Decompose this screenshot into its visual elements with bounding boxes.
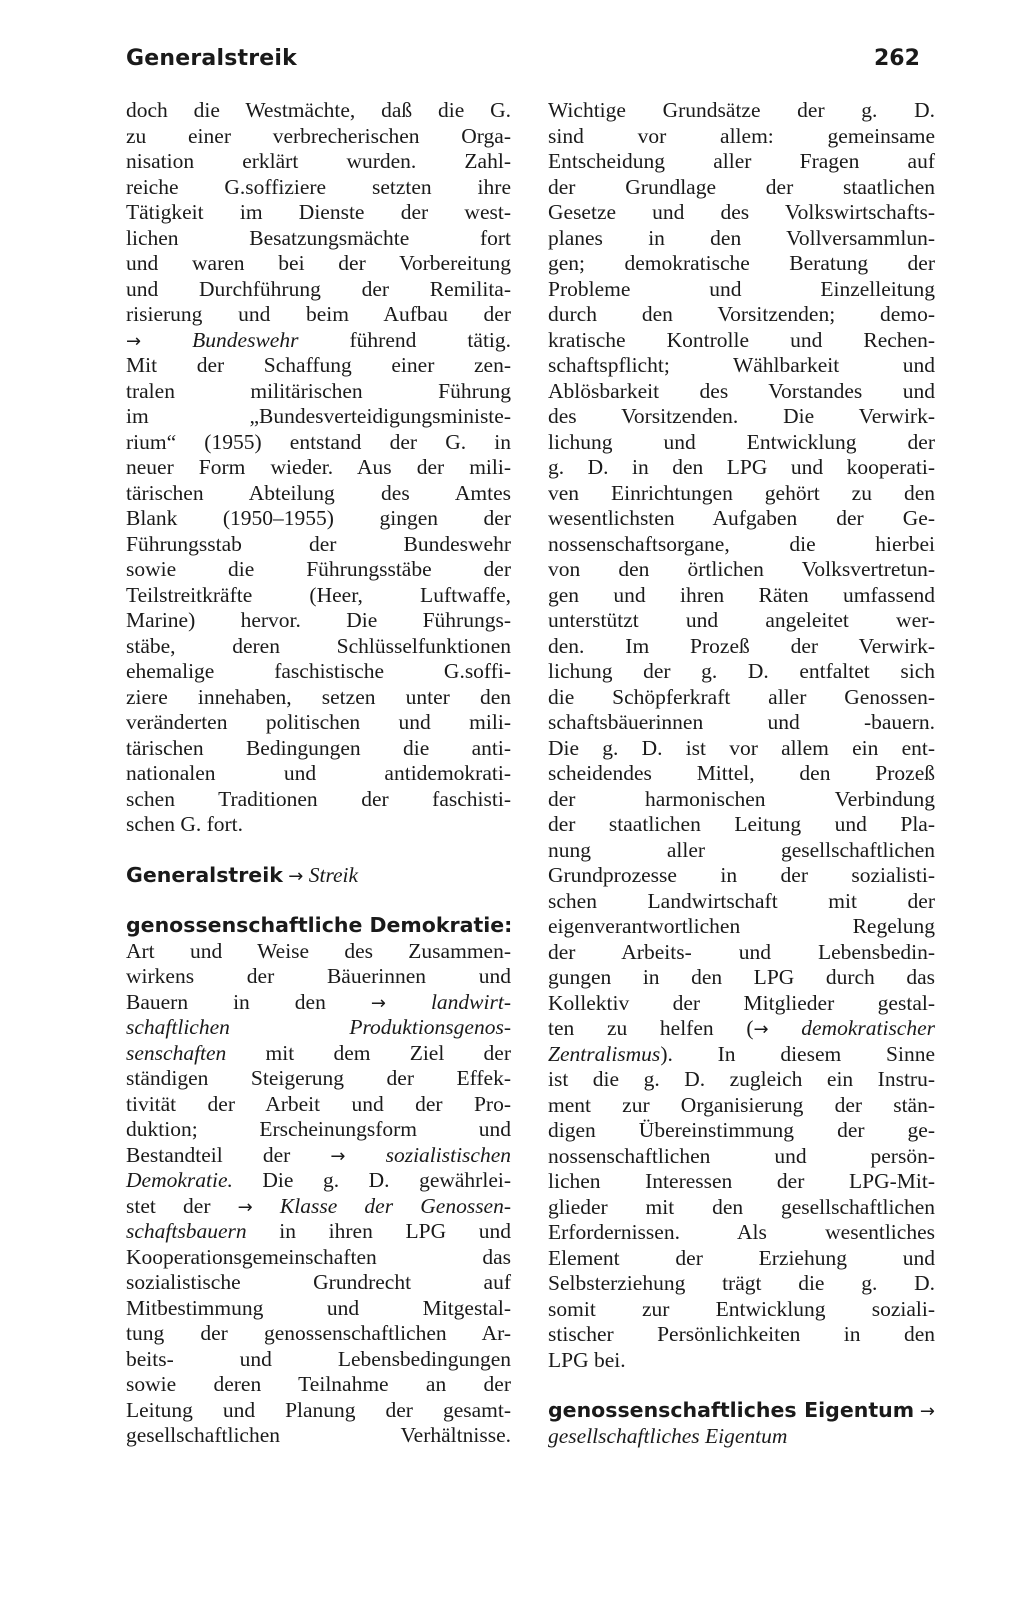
text-line: LPG bei. (548, 1347, 626, 1372)
text-line: scheidendes Mittel, den Prozeß (548, 761, 935, 785)
cross-reference[interactable]: schaftsbauern (126, 1219, 247, 1243)
text-line: Selbsterziehung trägt die g. D. (548, 1271, 935, 1295)
text-line: ist die g. D. zugleich ein Instru- (548, 1067, 935, 1091)
cross-reference[interactable]: schaftlichen Produktionsgenos- (126, 1015, 511, 1039)
text-line: gen; demokratische Beratung der (548, 251, 935, 275)
text-fragment: stet der (126, 1193, 211, 1218)
text-line: der harmonischen Verbindung (548, 786, 935, 811)
running-head: Generalstreik (126, 46, 297, 71)
text-line: planes in den Vollversammlun- (548, 225, 935, 250)
text-line: nationalen und antidemokrati- (126, 761, 511, 785)
text-line: nisation erklärt wurden. Zahl- (126, 149, 511, 173)
text-line: schaftsbäuerinnen und -bauern. (548, 710, 935, 734)
cross-reference[interactable]: sozialistischen (385, 1142, 512, 1167)
text-line-with-reference (548, 1042, 935, 1068)
text-line: sozialistische Grundrecht auf (126, 1270, 511, 1294)
text-fragment: führend tätig. (349, 327, 512, 352)
text-line: tärischen Bedingungen die anti- (126, 735, 511, 760)
headword: genossenschaftliche Demokratie: (126, 913, 513, 937)
text-line: g. D. in den LPG und kooperati- (548, 455, 935, 479)
text-line: nossenschaftsorgane, die hierbei (548, 531, 935, 556)
text-line: Grundprozesse in der sozialisti- (548, 863, 935, 887)
text-line: des Vorsitzenden. Die Verwirk- (548, 404, 935, 428)
text-line: Teilstreitkräfte (Heer, Luftwaffe, (126, 582, 511, 607)
text-line: nossenschaftlichen und persön- (548, 1143, 935, 1168)
text-line: tung der genossenschaftlichen Ar- (126, 1321, 511, 1345)
text-fragment: mit dem Ziel der (265, 1040, 511, 1065)
cross-reference[interactable]: demokratischer (801, 1016, 936, 1040)
arrow-right-icon: → (753, 1019, 769, 1040)
text-line: reiche G.soffiziere setzten ihre (126, 174, 511, 199)
text-line: Element der Erziehung und (548, 1245, 935, 1270)
page-number: 262 (874, 46, 920, 71)
cross-reference[interactable]: Bundeswehr (192, 327, 299, 352)
text-line: lichung der g. D. entfaltet sich (548, 659, 935, 683)
text-line: Art und Weise des Zusammen- (126, 938, 511, 963)
text-line: eigenverantwortlichen Regelung (548, 914, 935, 938)
text-line: die Schöpferkraft aller Genossen- (548, 684, 935, 709)
text-line: ehemalige faschistische G.soffi- (126, 659, 511, 683)
text-line: Mit der Schaffung einer zen- (126, 353, 511, 377)
text-line: Marine) hervor. Die Führungs- (126, 608, 511, 632)
headword: genossenschaftliches Eigentum (548, 1398, 915, 1422)
text-line: ven Einrichtungen gehört zu den (548, 480, 935, 505)
text-line: den. Im Prozeß der Verwirk- (548, 633, 935, 658)
text-line: schen Traditionen der faschisti- (126, 786, 511, 811)
text-line: duktion; Erscheinungsform und (126, 1117, 511, 1141)
text-line: lichung und Entwicklung der (548, 429, 935, 454)
text-line: Kollektiv der Mitglieder gestal- (548, 990, 935, 1015)
text-line: tralen militärischen Führung (126, 378, 511, 403)
arrow-right-icon: → (237, 1196, 253, 1218)
text-line: wesentlichsten Aufgaben der Ge- (548, 506, 935, 530)
text-line: durch den Vorsitzenden; demo- (548, 302, 935, 326)
arrow-right-icon: → (370, 992, 386, 1014)
arrow-right-icon: → (288, 865, 304, 887)
text-line: neuer Form wieder. Aus der mili- (126, 455, 511, 479)
text-line-with-reference (548, 1016, 935, 1042)
text-line: Erfordernissen. Als wesentliches (548, 1220, 935, 1244)
right-column (548, 98, 935, 1449)
cross-reference[interactable]: Zentralismus (548, 1041, 661, 1066)
text-line: stischer Persönlichkeiten in den (548, 1322, 935, 1346)
text-line: lichen Besatzungsmächte fort (126, 225, 511, 250)
text-line: Entscheidung aller Fragen auf (548, 149, 935, 173)
text-line: tivität der Arbeit und der Pro- (126, 1091, 511, 1116)
text-fragment: Bauern in den (126, 989, 326, 1014)
text-line-with-reference (126, 1041, 511, 1067)
text-line: schen Landwirtschaft mit der (548, 888, 935, 913)
text-line: im „Bundesverteidigungsministe- (126, 404, 511, 428)
text-line: schaftspflicht; Wählbarkeit und (548, 353, 935, 377)
text-line: lichen Interessen der LPG-Mit- (548, 1169, 935, 1193)
arrow-right-icon: → (919, 1401, 935, 1422)
text-line: und Durchführung der Remilita- (126, 276, 511, 301)
text-line: Blank (1950–1955) gingen der (126, 506, 511, 530)
text-fragment: Die g. D. gewährlei- (262, 1168, 511, 1192)
text-line: tärischen Abteilung des Amtes (126, 480, 511, 505)
cross-reference[interactable]: landwirt- (430, 989, 511, 1014)
text-line: Gesetze und des Volkswirtschafts- (548, 200, 935, 224)
text-line: nung aller gesellschaftlichen (548, 837, 935, 862)
text-line: Die g. D. ist vor allem ein ent- (548, 735, 935, 760)
cross-reference[interactable]: Klasse der Genossen- (279, 1193, 512, 1218)
cross-reference[interactable]: gesellschaftliches Eigentum (548, 1423, 788, 1448)
text-line: der Grundlage der staatlichen (548, 174, 935, 199)
text-fragment: ). In diesem Sinne (660, 1041, 935, 1066)
text-line: sind vor allem: gemeinsame (548, 123, 935, 148)
text-line: Probleme und Einzelleitung (548, 276, 935, 301)
text-line: veränderten politischen und mili- (126, 710, 511, 734)
text-line: Wichtige Grundsätze der g. D. (548, 98, 935, 122)
text-line: ziere innehaben, setzen unter den (126, 684, 511, 709)
text-line: risierung und beim Aufbau der (126, 302, 511, 326)
text-fragment: ten zu helfen ( (548, 1016, 754, 1040)
text-line-with-reference (126, 1194, 511, 1220)
text-line: kratische Kontrolle und Rechen- (548, 327, 935, 352)
text-line: Kooperationsgemeinschaften das (126, 1244, 511, 1269)
cross-reference[interactable]: Streik (308, 862, 359, 887)
text-line: ment zur Organisierung der stän- (548, 1092, 935, 1117)
entry-headword-line (548, 1398, 935, 1424)
text-line: der staatlichen Leitung und Pla- (548, 812, 935, 836)
arrow-right-icon: → (330, 1145, 346, 1167)
text-line: sowie deren Teilnahme an der (126, 1372, 511, 1396)
entry-headword-line (126, 913, 511, 939)
left-column (126, 98, 511, 1449)
text-line: glieder mit den gesellschaftlichen (548, 1194, 935, 1219)
text-line: wirkens der Bäuerinnen und (126, 964, 511, 988)
text-line: beits- und Lebensbedingungen (126, 1346, 511, 1371)
text-line: rium“ (1955) entstand der G. in (126, 429, 511, 454)
text-line: doch die Westmächte, daß die G. (126, 98, 511, 122)
text-line: unterstützt und angeleitet wer- (548, 608, 935, 632)
text-line: stäbe, deren Schlüsselfunktionen (126, 633, 511, 658)
text-line-with-reference (126, 1143, 511, 1169)
cross-reference[interactable]: senschaften (126, 1040, 227, 1065)
text-line: und waren bei der Vorbereitung (126, 251, 511, 275)
text-line: schen G. fort. (126, 812, 244, 836)
arrow-right-icon: → (126, 330, 142, 352)
cross-reference[interactable]: Demokratie. (126, 1168, 233, 1192)
text-line: Leitung und Planung der gesamt- (126, 1397, 511, 1422)
text-line: zu einer verbrecherischen Orga- (126, 123, 511, 148)
text-line: Führungsstab der Bundeswehr (126, 531, 511, 556)
entry-generalstreik (126, 863, 511, 889)
text-line: Tätigkeit im Dienste der west- (126, 200, 511, 224)
text-line: Mitbestimmung und Mitgestal- (126, 1295, 511, 1320)
text-line-with-reference (126, 990, 511, 1016)
text-line: von den örtlichen Volksvertretun- (548, 557, 935, 581)
text-line: Ablösbarkeit des Vorstandes und (548, 378, 935, 403)
text-line: ständigen Steigerung der Effek- (126, 1066, 511, 1090)
text-line-with-reference (126, 1219, 511, 1245)
text-line-with-reference (126, 328, 511, 354)
text-line: somit zur Entwicklung soziali- (548, 1296, 935, 1321)
text-line: sowie die Führungsstäbe der (126, 557, 511, 581)
text-fragment: Bestandteil der (126, 1142, 291, 1167)
text-fragment: in ihren LPG und (279, 1219, 511, 1243)
text-line-with-reference (126, 1168, 511, 1194)
text-line: der Arbeits- und Lebensbedin- (548, 939, 935, 964)
text-line: gen und ihren Räten umfassend (548, 582, 935, 607)
text-line: gesellschaftlichen Verhältnisse. (126, 1423, 511, 1447)
headword: Generalstreik (126, 862, 283, 887)
text-line: gungen in den LPG durch das (548, 965, 935, 989)
text-line: digen Übereinstimmung der ge- (548, 1118, 935, 1142)
